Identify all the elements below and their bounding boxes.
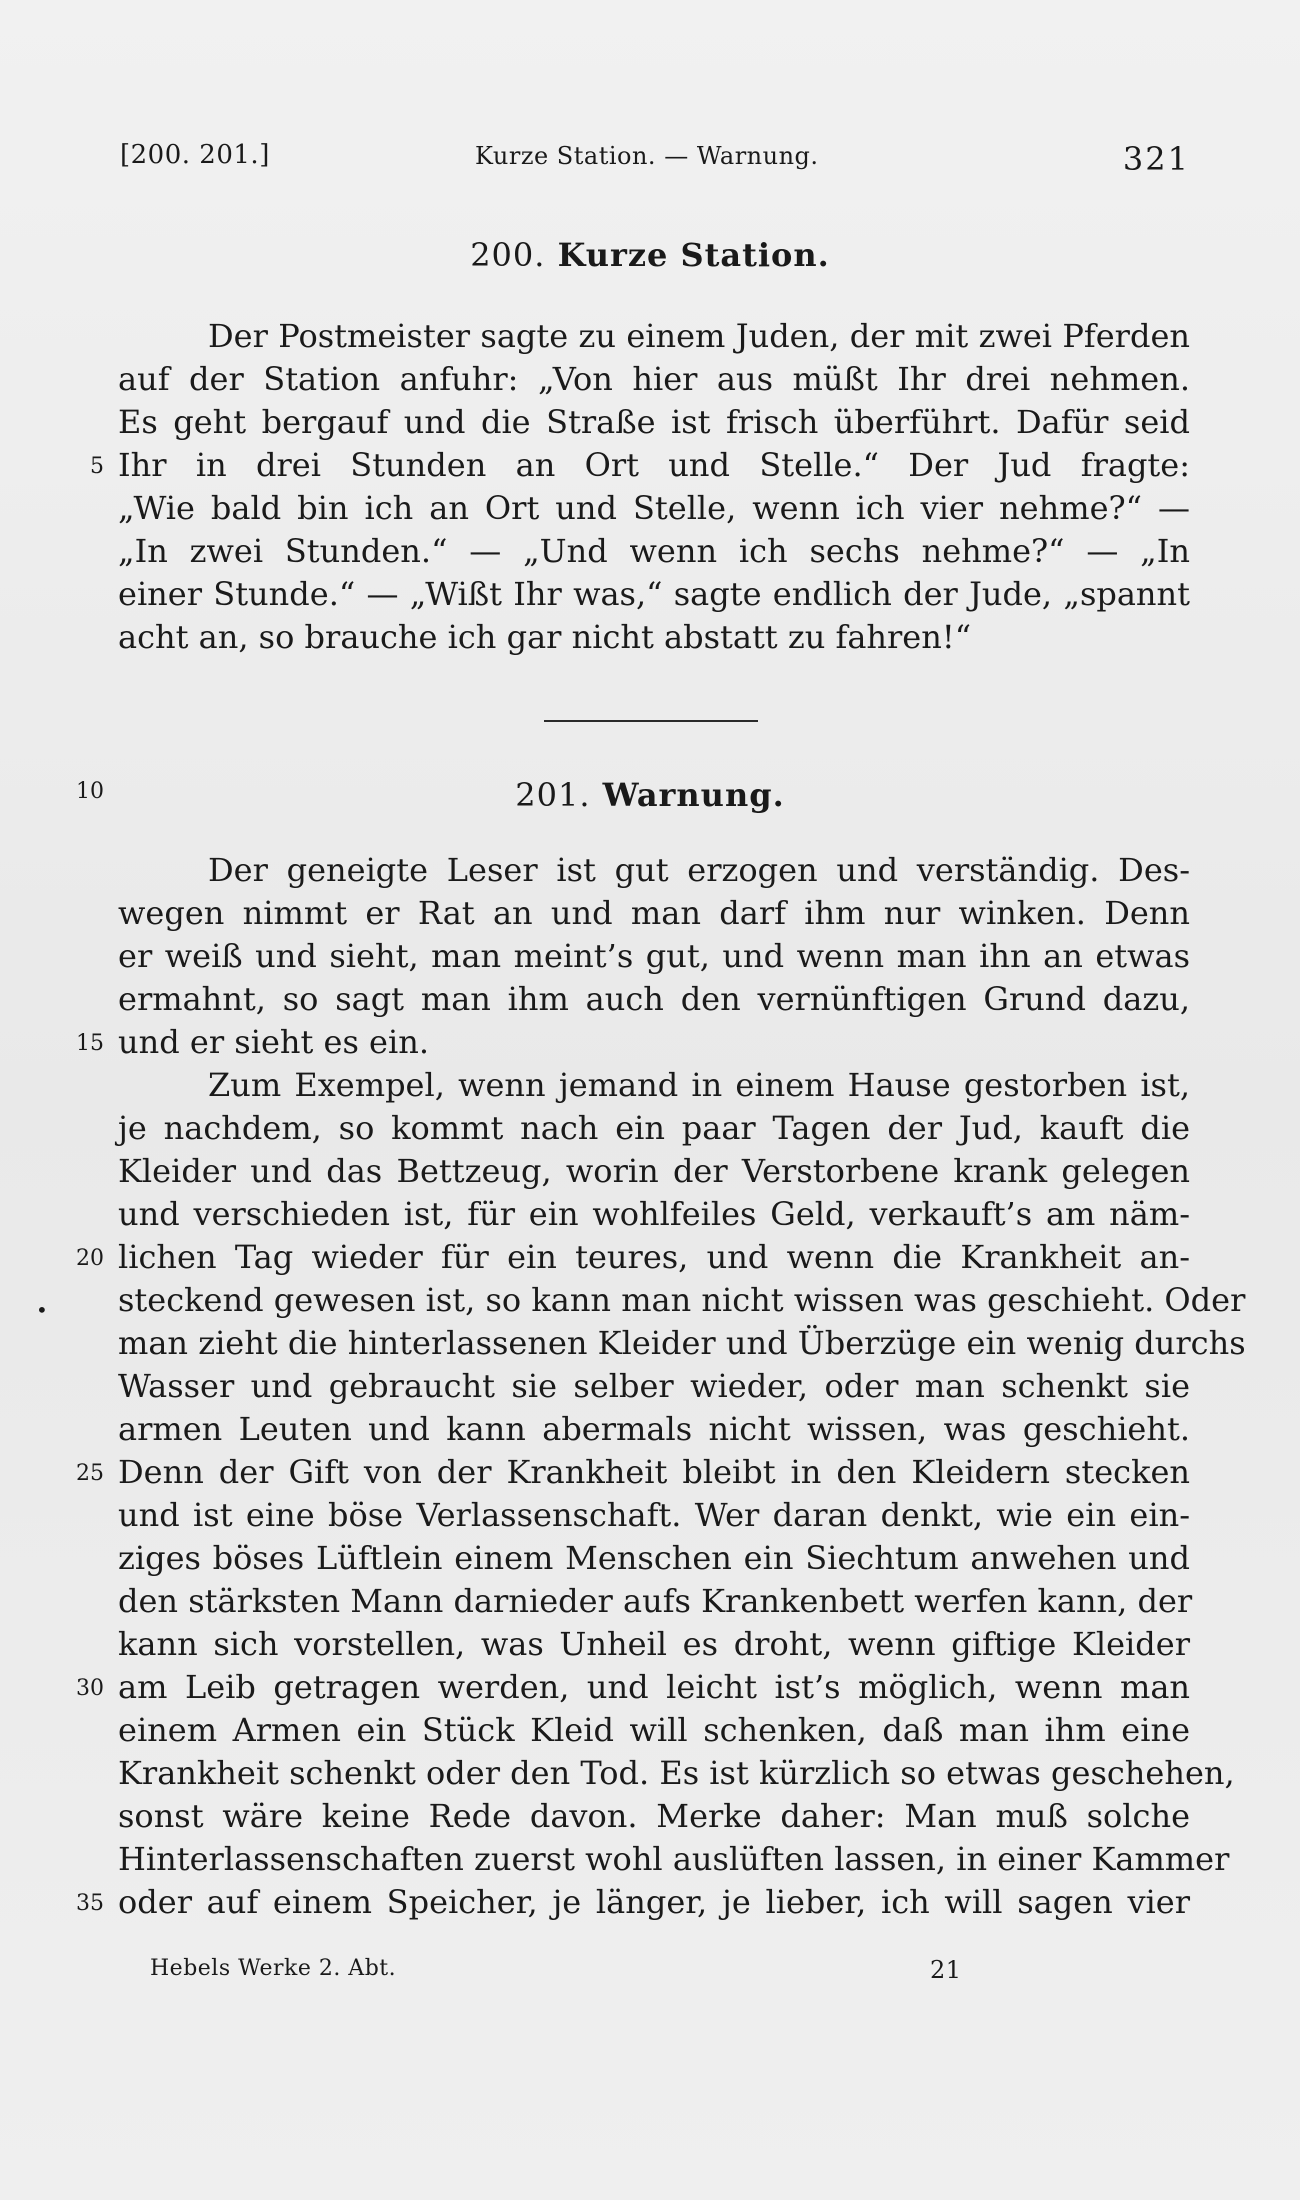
text-line: Hinterlassenschaften zuerst wohl auslüften lassen, in einer Kammer: [118, 1840, 1230, 1878]
text-line: auf der Station anfuhr: „Von hier aus müßt Ihr drei nehmen.: [118, 360, 1190, 398]
header-running-title: Kurze Station. — Warnung.: [475, 142, 819, 170]
line-number: 35: [76, 1891, 104, 1916]
text-line: am Leib getragen werden, und leicht ist’s möglich, wenn man: [118, 1668, 1190, 1706]
text-line: Der Postmeister sagte zu einem Juden, der mit zwei Pferden: [208, 317, 1190, 355]
text-line: einem Armen ein Stück Kleid will schenken, daß man ihm eine: [118, 1711, 1190, 1749]
text-line: ziges böses Lüftlein einem Menschen ein Siechtum anwehen und: [118, 1539, 1190, 1577]
text-line: Denn der Gift von der Krankheit bleibt in den Kleidern stecken: [118, 1453, 1190, 1491]
text-line: „In zwei Stunden.“ — „Und wenn ich sechs nehme?“ — „In: [118, 532, 1190, 570]
header-section-range: [200. 201.]: [120, 140, 270, 170]
text-line: Ihr in drei Stunden an Ort und Stelle.“ Der Jud fragte:: [118, 446, 1190, 484]
text-line: einer Stunde.“ — „Wißt Ihr was,“ sagte endlich der Jude, „spannt: [118, 575, 1190, 613]
text-line: den stärksten Mann darnieder aufs Krankenbett werfen kann, der: [118, 1582, 1193, 1620]
text-line: Es geht bergauf und die Straße ist frisch überführt. Dafür seid: [118, 403, 1190, 441]
text-line: steckend gewesen ist, so kann man nicht wissen was geschieht. Oder: [118, 1281, 1246, 1319]
text-line: kann sich vorstellen, was Unheil es droht, wenn giftige Kleider: [118, 1625, 1190, 1663]
line-number: 30: [76, 1676, 104, 1701]
section-divider: [544, 720, 758, 722]
text-line: „Wie bald bin ich an Ort und Stelle, wenn ich vier nehme?“ —: [118, 489, 1190, 527]
section-number: 201.: [515, 776, 591, 814]
text-line: Kleider und das Bettzeug, worin der Verstorbene krank gelegen: [118, 1152, 1190, 1190]
text-line: je nachdem, so kommt nach ein paar Tagen der Jud, kauft die: [118, 1109, 1190, 1147]
line-number: 5: [90, 454, 104, 479]
line-number: 10: [76, 779, 104, 804]
text-line: Der geneigte Leser ist gut erzogen und verständig. Des-: [208, 851, 1190, 889]
section-title: Warnung.: [602, 776, 785, 814]
text-line: Krankheit schenkt oder den Tod. Es ist kürzlich so etwas geschehen,: [118, 1754, 1235, 1792]
text-line: Wasser und gebraucht sie selber wieder, oder man schenkt sie: [118, 1367, 1190, 1405]
footer-work-title: Hebels Werke 2. Abt.: [150, 1956, 397, 1981]
section-title: Kurze Station.: [557, 236, 830, 274]
text-line: er weiß und sieht, man meint’s gut, und wenn man ihn an etwas: [118, 937, 1190, 975]
line-number: 25: [76, 1461, 104, 1486]
text-line: acht an, so brauche ich gar nicht abstatt zu fahren!“: [118, 618, 972, 656]
text-line: sonst wäre keine Rede davon. Merke daher: Man muß solche: [118, 1797, 1190, 1835]
text-line: ermahnt, so sagt man ihm auch den vernünftigen Grund dazu,: [118, 980, 1190, 1018]
text-line: Zum Exempel, wenn jemand in einem Hause gestorben ist,: [208, 1066, 1190, 1104]
page-number: 321: [1122, 140, 1190, 178]
text-line: und ist eine böse Verlassenschaft. Wer daran denkt, wie ein ein-: [118, 1496, 1190, 1534]
text-line: lichen Tag wieder für ein teures, und wenn die Krankheit an-: [118, 1238, 1190, 1276]
section-201-heading: [0, 776, 1300, 814]
running-header: [120, 140, 1190, 180]
text-line: und er sieht es ein.: [118, 1023, 429, 1061]
line-number: 20: [76, 1246, 104, 1271]
text-line: oder auf einem Speicher, je länger, je lieber, ich will sagen vier: [118, 1883, 1190, 1921]
text-line: und verschieden ist, für ein wohlfeiles Geld, verkauft’s am näm-: [118, 1195, 1190, 1233]
footer-signature: 21: [930, 1956, 962, 1984]
text-line: armen Leuten und kann abermals nicht wissen, was geschieht.: [118, 1410, 1190, 1448]
text-line: man zieht die hinterlassenen Kleider und Überzüge ein wenig durchs: [118, 1324, 1246, 1362]
section-200-heading: [0, 236, 1300, 274]
text-line: wegen nimmt er Rat an und man darf ihm nur winken. Denn: [118, 894, 1190, 932]
section-number: 200.: [470, 236, 546, 274]
line-number: 15: [76, 1031, 104, 1056]
margin-dot-icon: •: [36, 1298, 48, 1322]
